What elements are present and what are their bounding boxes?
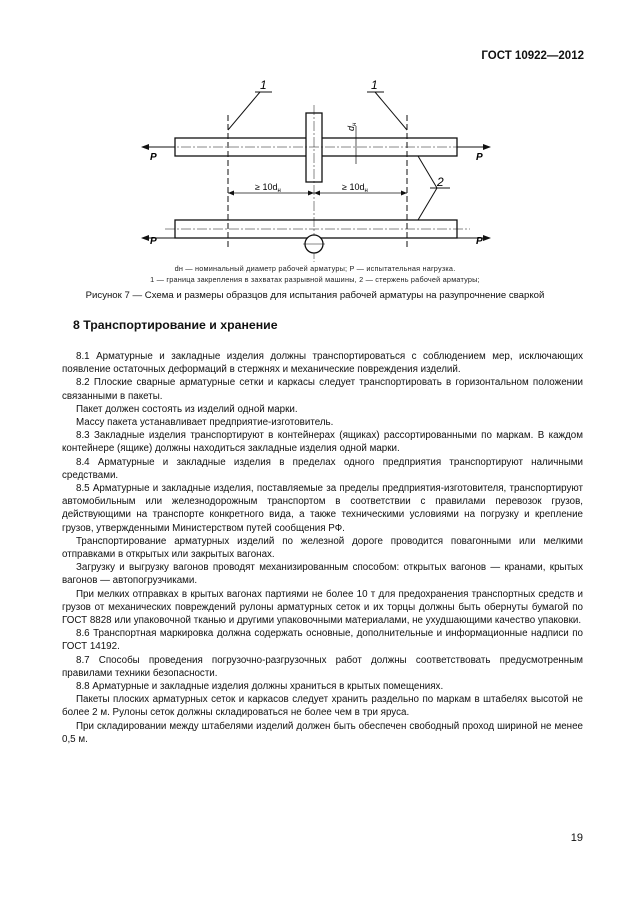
paragraph: Пакет должен состоять из изделий одной марки. — [76, 403, 298, 415]
paragraph: 8.2 Плоские сварные арматурные сетки и каркасы следует транспортировать в горизонтальном положении связанными в пакеты. — [62, 377, 583, 402]
paragraph: 8.7 Способы проведения погрузочно-разгрузочных работ должны соответствовать предусмотренным правилами техники безопасности. — [62, 654, 583, 679]
paragraph: Массу пакета устанавливает предприятие-изготовитель. — [76, 417, 334, 429]
paragraph: При складировании между штабелями изделий должен быть обеспечен свободный проход шириной не менее 0,5 м. — [62, 720, 583, 745]
diameter-label: $d_н$ — [346, 122, 358, 131]
force-label-left-top: P — [150, 152, 157, 163]
section-body — [62, 350, 583, 746]
paragraph: 8.5 Арматурные и закладные изделия, поставляемые за пределы предприятия-изготовителя, транспортируют автомобильным или железнодорожным транспортом в соответствии с правилами перевозок грузов, действующими на транспорте конкретного вида, а также техническими условиями на погрузку и крепление грузов, утвержденными Министерством путей сообщения РФ. — [62, 483, 583, 534]
paragraph: При мелких отправках в крытых вагонах партиями не более 10 т для предохранения транспортных средств и грузов от механических повреждений рулоны арматурных сеток и их торцы должны быть обернуты бумагой по ГОСТ 8828 или упаковочной тканью и другими упаковочными материалами, не ухудшающими качество упаковки. — [62, 588, 583, 627]
paragraph: Транспортирование арматурных изделий по железной дороге проводится повагонными или мелкими отправками в открытых или закрытых вагонах. — [62, 535, 583, 561]
paragraph: Пакеты плоских арматурных сеток и каркасов следует хранить раздельно по маркам в штабелях высотой не более 2 м. Рулоны сеток должны складироваться не более чем в три яруса. — [62, 694, 583, 719]
callout-1-right: 1 — [371, 78, 378, 92]
callout-2: 2 — [437, 175, 444, 189]
figure-legend-line-2: 1 — граница закрепления в захватах разрывной машины, 2 — стержень рабочей арматуры; — [150, 275, 480, 284]
figure-caption: Рисунок 7 — Схема и размеры образцов для испытания рабочей арматуры на разупрочнение сваркой — [85, 290, 545, 301]
paragraph: 8.3 Закладные изделия транспортируют в контейнерах (ящиках) рассортированными по маркам. В каждом контейнере (ящике) должны находиться закладные изделия одной марки. — [62, 430, 583, 455]
figure-legend-line-1: dн — номинальный диаметр рабочей арматуры; P — испытательная нагрузка. — [174, 264, 456, 273]
page-number: 19 — [570, 832, 583, 844]
force-label-right-top: P — [476, 152, 483, 163]
paragraph: 8.8 Арматурные и закладные изделия должны храниться в крытых помещениях. — [76, 681, 444, 693]
paragraph: Загрузку и выгрузку вагонов проводят механизированным способом: открытых вагонов — кранами, крытых вагонов — автопогрузчиками. — [62, 562, 583, 587]
force-label-left-bottom: P — [150, 236, 157, 247]
dimension-left: ≥ $10d_н$ — [255, 182, 281, 194]
force-label-right-bottom: P — [476, 236, 483, 247]
paragraph: 8.1 Арматурные и закладные изделия должны транспортироваться с соблюдением мер, исключающих появление остаточных деформаций в стержнях и механические повреждения изделий. — [62, 351, 583, 376]
paragraph: 8.4 Арматурные и закладные изделия в пределах одного предприятия транспортируют наличными средствами. — [62, 456, 583, 481]
document-code: ГОСТ 10922—2012 — [481, 50, 584, 62]
callout-1-left: 1 — [260, 78, 267, 92]
dimension-right: ≥ $10d_н$ — [342, 182, 368, 194]
section-title: 8 Транспортирование и хранение — [73, 318, 278, 332]
test-specimen-diagram — [0, 0, 630, 300]
paragraph: 8.6 Транспортная маркировка должна содержать основные, дополнительные и информационные надписи по ГОСТ 14192. — [62, 628, 583, 653]
